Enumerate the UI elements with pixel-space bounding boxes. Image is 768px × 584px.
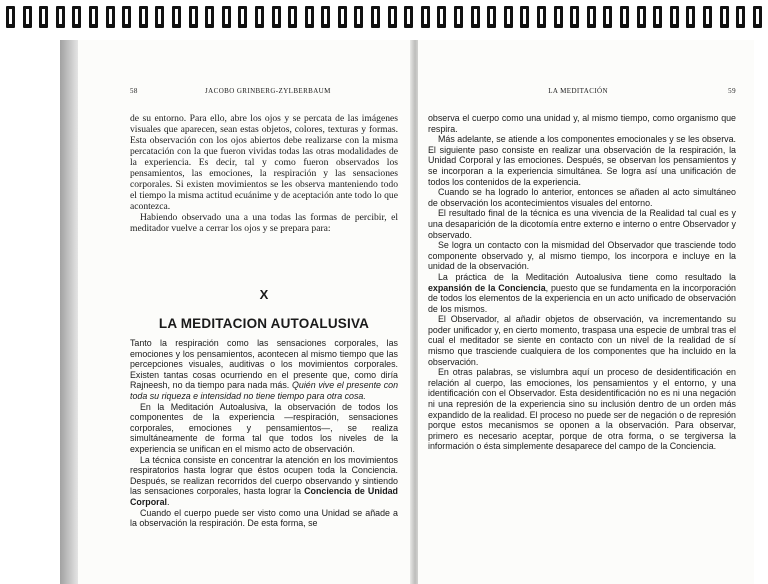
spiral-coil — [6, 6, 15, 28]
spiral-coil — [321, 6, 330, 28]
paragraph: Se logra un contacto con la mismidad del Observador que trasciende todo componente observado y, al mismo tiempo, los incorpora e incluye en la unidad de la observación. — [428, 240, 736, 272]
spiral-coil — [487, 6, 496, 28]
left-top-text — [130, 113, 398, 234]
spiral-coil — [454, 6, 463, 28]
spiral-coil — [89, 6, 98, 28]
spiral-coil — [637, 6, 646, 28]
spiral-coil — [338, 6, 347, 28]
left-running-head — [130, 87, 398, 95]
paragraph-text: La práctica de la Meditación Autoalusiva tiene como resultado la — [438, 271, 736, 282]
spiral-coil — [603, 6, 612, 28]
spiral-coil — [686, 6, 695, 28]
spiral-coil — [272, 6, 281, 28]
right-text — [428, 113, 736, 452]
spiral-coil — [437, 6, 446, 28]
spiral-coil — [288, 6, 297, 28]
spiral-coil — [720, 6, 729, 28]
spiral-coil — [371, 6, 380, 28]
spiral-coil — [255, 6, 264, 28]
paragraph-text: La técnica consiste en concentrar la atención en los movimientos respiratorios hasta lograr que éstos ocupen toda la Conciencia. Después, se realizan recorridos del cuerpo observando y sintiendo las sensaciones corporales, hasta lograr la — [130, 454, 398, 497]
paragraph: Más adelante, se atiende a los componentes emocionales y se les observa. El siguiente paso consiste en realizar una observación de la respiración, la Unidad Corporal y las emociones. Después, se observan los pensamientos y se incorporan a la experiencia simultánea. Se logra así una unificación de todos los contenidos de la experiencia. — [428, 134, 736, 187]
page-edge-shadow — [60, 40, 78, 584]
right-running-head — [428, 87, 736, 95]
spiral-coil — [56, 6, 65, 28]
paragraph — [428, 272, 736, 314]
paragraph: El Observador, al añadir objetos de observación, va incrementando su poder unificador y, en cierto momento, traspasa una especie de umbral tras el cual el meditador se siente en contacto con un nivel de la realidad de sí mismo que trasciende cualquiera de los componentes que ha incluido en la observación. — [428, 314, 736, 367]
spiral-coil — [388, 6, 397, 28]
spiral-coil — [537, 6, 546, 28]
running-head-author: JACOBO GRINBERG-ZYLBERBAUM — [205, 87, 331, 95]
spiral-coil — [670, 6, 679, 28]
page-number: 58 — [130, 87, 138, 95]
spiral-coil — [703, 6, 712, 28]
spiral-coil — [238, 6, 247, 28]
chapter-title: LA MEDITACION AUTOALUSIVA — [158, 316, 370, 331]
spiral-binding — [0, 0, 768, 40]
paragraph: Cuando el cuerpo puede ser visto como una Unidad se añade a la observación la respiración. De esta forma, se — [130, 507, 398, 529]
spiral-coil — [39, 6, 48, 28]
paragraph: El resultado final de la técnica es una vivencia de la Realidad tal cual es y una desaparición de la dicotomía entre externo e interno o entre Observador y observado. — [428, 208, 736, 240]
spiral-coil — [189, 6, 198, 28]
spiral-coil — [587, 6, 596, 28]
spiral-coil — [653, 6, 662, 28]
spiral-coil — [520, 6, 529, 28]
spiral-coil — [753, 6, 762, 28]
bold-text: expansión de la Conciencia — [428, 282, 546, 293]
left-bottom-text — [130, 338, 398, 529]
right-page — [418, 40, 754, 584]
paragraph: de su entorno. Para ello, abre los ojos y se percata de las imágenes visuales que aparecen, sean estas objetos, colores, texturas y formas. Esta observación con los ojos abiertos debe realizarse con la misma percatación con la que fueron vividas todas las otras modalidades de la experiencia. Es decir, tal y como fueron observados los pensamientos, las emociones, la respiración y las sensaciones corporales. Si existen movimientos se les observa manteniendo todo el tiempo la misma actitud ecuánime y de aceptación ante todo lo que acontezca. — [130, 113, 398, 212]
paragraph — [130, 338, 398, 402]
bold-text: Conciencia de Unidad Corporal — [130, 486, 398, 507]
spiral-coils — [6, 6, 762, 32]
spiral-coil — [155, 6, 164, 28]
spiral-coil — [72, 6, 81, 28]
paragraph: Habiendo observado una a una todas las formas de percibir, el meditador vuelve a cerrar los ojos y se prepara para: — [130, 212, 398, 234]
spiral-coil — [504, 6, 513, 28]
paragraph: observa el cuerpo como una unidad y, al mismo tiempo, como organismo que respira. — [428, 113, 736, 134]
page-number: 59 — [728, 87, 736, 95]
spiral-coil — [222, 6, 231, 28]
left-page — [78, 40, 412, 584]
spiral-coil — [172, 6, 181, 28]
spiral-coil — [736, 6, 745, 28]
spiral-coil — [554, 6, 563, 28]
paragraph: Cuando se ha logrado lo anterior, entonces se añaden al acto simultáneo de observación los acontecimientos visuales del entorno. — [428, 187, 736, 208]
spiral-coil — [305, 6, 314, 28]
spiral-coil — [620, 6, 629, 28]
paragraph-text: . — [166, 496, 170, 507]
spiral-coil — [404, 6, 413, 28]
chapter-number: X — [259, 287, 269, 302]
paragraph-text: , puesto que se fundamenta en la incorporación de todos los elementos de la experiencia en un acto unificado de observación de los mismos. — [428, 282, 736, 314]
spiral-coil — [354, 6, 363, 28]
paragraph: En otras palabras, se vislumbra aquí un proceso de desidentificación en relación al cuerpo, las emociones, los pensamientos y el entorno, y una identificación con el Observador. Esta desidentificación no es ni una negación ni una represión de la experiencia sino su inclusión dentro de un orden más expandido de la realidad. El proceso no puede ser de negación o de represión porque estos mecanismos se oponen a la observación. Para observar, primero es necesario aceptar, porque de otra forma, o se tergiversa la información o ésta simplemente desaparece del campo de la Conciencia. — [428, 367, 736, 452]
spiral-coil — [122, 6, 131, 28]
running-head-title: LA MEDITACIÓN — [548, 87, 608, 95]
paragraph — [130, 455, 398, 508]
spiral-coil — [421, 6, 430, 28]
spiral-coil — [106, 6, 115, 28]
paragraph-text: Tanto la respiración como las sensaciones corporales, las emociones y los pensamientos, acontecen al mismo tiempo que las percepciones visuales, auditivas o los movimientos corporales. Existen tantas cosas ocurriendo en el presente que, como diría Rajneesh, no da tiempo para nada más. — [130, 338, 398, 391]
paragraph: En la Meditación Autoalusiva, la observación de todos los componentes de la experiencia —respiración, sensaciones corporales, emociones y pensamientos—, se realiza simultáneamente de forma tal que todos los niveles de la experiencia se unifican en el mismo acto de observación. — [130, 401, 398, 454]
italic-text: Quién vive el presente con toda su riqueza e intensidad no tiene tiempo para otra cosa. — [130, 380, 398, 401]
spiral-coil — [205, 6, 214, 28]
spiral-coil — [139, 6, 148, 28]
spiral-coil — [570, 6, 579, 28]
spiral-coil — [23, 6, 32, 28]
spiral-coil — [471, 6, 480, 28]
